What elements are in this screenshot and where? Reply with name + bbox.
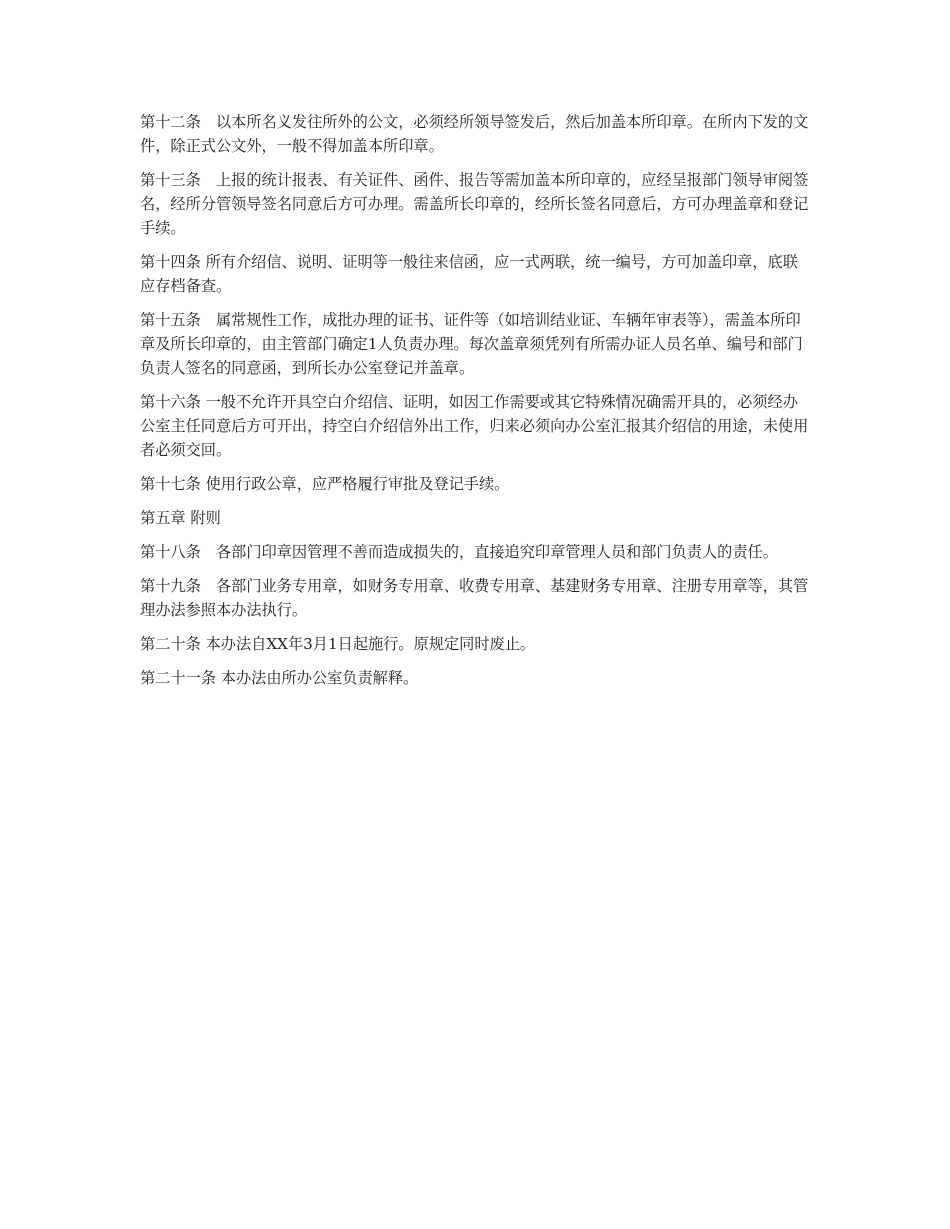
article-13: 第十三条 上报的统计报表、有关证件、函件、报告等需加盖本所印章的，应经呈报部门领导审阅签名，经所分管领导签名同意后方可办理。需盖所长印章的，经所长签名同意后，方可办理盖章和登记手续。 xyxy=(140,171,809,237)
article-21: 第二十一条 本办法由所办公室负责解释。 xyxy=(140,669,419,687)
article-19: 第十九条 各部门业务专用章，如财务专用章、收费专用章、基建财务专用章、注册专用章等，其管理办法参照本办法执行。 xyxy=(140,577,809,619)
article-12: 第十二条 以本所名义发往所外的公文，必须经所领导签发后，然后加盖本所印章。在所内下发的文件，除正式公文外，一般不得加盖本所印章。 xyxy=(140,113,809,155)
chapter-5-heading: 第五章 附则 xyxy=(140,509,221,527)
article-16: 第十六条 一般不允许开具空白介绍信、证明，如因工作需要或其它特殊情况确需开具的，必须经办公室主任同意后方可开出，持空白介绍信外出工作，归来必须向办公室汇报其介绍信的用途，未使用者必须交回。 xyxy=(140,393,809,459)
article-14: 第十四条 所有介绍信、说明、证明等一般往来信函，应一式两联，统一编号，方可加盖印章，底联应存档备查。 xyxy=(140,253,798,295)
article-15: 第十五条 属常规性工作，成批办理的证书、证件等（如培训结业证、车辆年审表等），需盖本所印章及所长印章的，由主管部门确定1人负责办理。每次盖章须凭列有所需办证人员名单、编号和部门负责人签名的同意函，到所长办公室登记并盖章。 xyxy=(140,311,803,377)
article-20: 第二十条 本办法自XX年3月1日起施行。原规定同时废止。 xyxy=(140,635,536,653)
article-17: 第十七条 使用行政公章，应严格履行审批及登记手续。 xyxy=(140,475,510,493)
document-body xyxy=(140,110,812,700)
article-18: 第十八条 各部门印章因管理不善而造成损失的，直接追究印章管理人员和部门负责人的责任。 xyxy=(140,543,778,561)
